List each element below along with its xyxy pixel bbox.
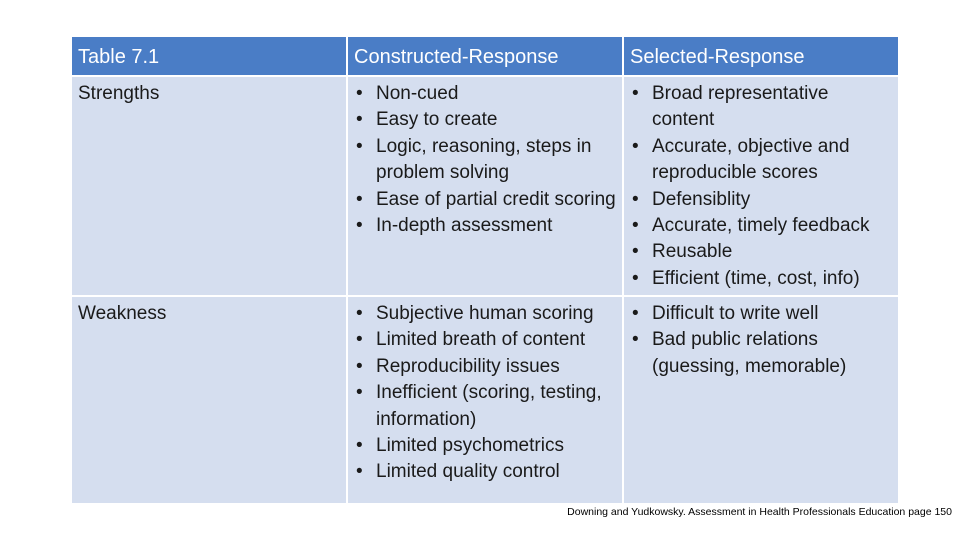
list-item: • Broad representative content <box>630 81 892 134</box>
header-selected-response: Selected-Response <box>623 36 899 76</box>
header-table-number: Table 7.1 <box>71 36 347 76</box>
weakness-selected-cell <box>623 296 899 504</box>
list-item: • In-depth assessment <box>354 213 616 239</box>
list-item: • Ease of partial credit scoring <box>354 187 616 213</box>
list-item: • Non-cued <box>354 81 616 107</box>
list-item: • Limited quality control <box>354 459 616 485</box>
weakness-selected-list <box>630 301 892 380</box>
list-item: • Difficult to write well <box>630 301 892 327</box>
list-item: • Subjective human scoring <box>354 301 616 327</box>
strengths-selected-cell <box>623 76 899 296</box>
comparison-table <box>70 35 900 505</box>
strengths-constructed-list <box>354 81 616 239</box>
weakness-constructed-list <box>354 301 616 486</box>
list-item: • Limited psychometrics <box>354 433 616 459</box>
list-item: • Defensiblity <box>630 187 892 213</box>
list-item: • Accurate, timely feedback <box>630 213 892 239</box>
weakness-row <box>71 296 899 504</box>
header-row <box>71 36 899 76</box>
list-item: • Accurate, objective and reproducible scores <box>630 134 892 187</box>
list-item: • Bad public relations (guessing, memorable) <box>630 327 892 380</box>
row-label-weakness: Weakness <box>71 296 347 504</box>
strengths-row <box>71 76 899 296</box>
list-item: • Reusable <box>630 239 892 265</box>
list-item: • Inefficient (scoring, testing, information) <box>354 380 616 433</box>
strengths-constructed-cell <box>347 76 623 296</box>
list-item: • Reproducibility issues <box>354 354 616 380</box>
list-item: • Efficient (time, cost, info) <box>630 266 892 292</box>
row-label-strengths: Strengths <box>71 76 347 296</box>
weakness-constructed-cell <box>347 296 623 504</box>
list-item: • Easy to create <box>354 107 616 133</box>
strengths-selected-list <box>630 81 892 292</box>
list-item: • Limited breath of content <box>354 327 616 353</box>
list-item: • Logic, reasoning, steps in problem solving <box>354 134 616 187</box>
header-constructed-response: Constructed-Response <box>347 36 623 76</box>
source-citation: Downing and Yudkowsky. Assessment in Health Professionals Education page 150 <box>567 506 952 518</box>
